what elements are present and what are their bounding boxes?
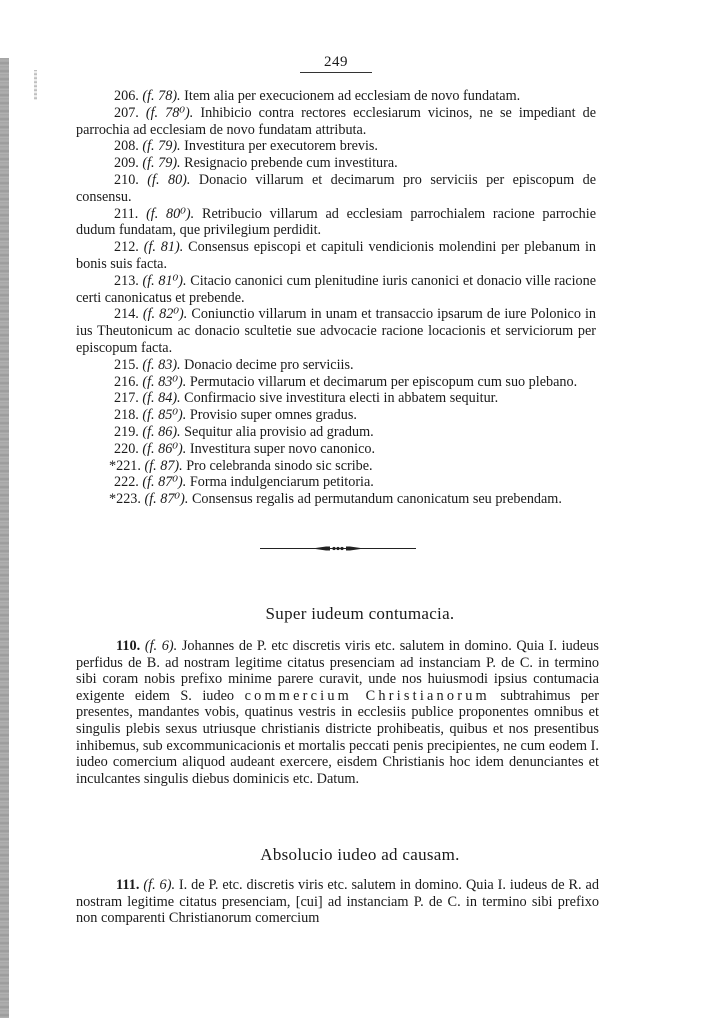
folio-reference: (f. 84). — [142, 390, 181, 407]
folio-reference: (f. 86). — [142, 423, 181, 440]
folio-reference: (f. 81). — [143, 239, 184, 256]
entry-number: 208. — [114, 138, 139, 155]
folio-reference: (f. 79). — [142, 155, 181, 172]
entry-number: 220. — [114, 440, 139, 457]
folio-reference: (f. 87). — [144, 457, 183, 474]
entry-text: Confirmacio sive investitura electi in abbatem sequitur. — [184, 390, 499, 407]
toc-entry — [76, 88, 596, 105]
folio-reference: (f. 78). — [142, 88, 181, 104]
folio-reference: (f. 79). — [142, 138, 181, 155]
entry-text: Item alia per execucionem ad ecclesiam de novo fundatam. — [184, 88, 521, 104]
toc-entry — [76, 138, 596, 155]
entry-text: Consensus regalis ad permutandum canonicatum seu prebendam. — [191, 491, 562, 508]
folio-reference: (f. 87⁰). — [142, 474, 187, 491]
toc-entry — [76, 155, 596, 172]
entry-number: 206. — [114, 88, 139, 104]
entry-number: 217. — [114, 390, 139, 407]
document-110 — [76, 638, 599, 787]
document-111 — [76, 877, 599, 927]
folio-reference: (f. 78⁰). — [145, 104, 194, 121]
toc-entry — [76, 239, 596, 273]
entry-text: Forma indulgenciarum petitoria. — [189, 474, 374, 491]
folio-reference: (f. 83⁰). — [142, 373, 187, 390]
entry-text: Inhibicio contra rectores ecclesiarum vicinos, ne se impediant de parrochia ad ecclesiam de novo fundatam attributa. — [76, 104, 596, 138]
spaced-text: commercium Christianorum — [244, 687, 490, 704]
folio-reference: (f. 83). — [142, 356, 181, 373]
entry-text: Resignacio prebende cum investitura. — [184, 155, 398, 172]
folio-reference: (f. 6). — [143, 877, 176, 893]
entry-number: 207. — [114, 104, 139, 121]
folio-reference: (f. 86⁰). — [142, 440, 187, 457]
document-number: 111. — [116, 877, 140, 893]
folio-reference: (f. 85⁰). — [142, 407, 187, 424]
folio-reference: (f. 6). — [144, 638, 178, 654]
page-number: 249 — [300, 54, 372, 73]
toc-entry — [76, 390, 596, 407]
scan-edge-mark — [34, 70, 37, 100]
entry-number: 216. — [114, 373, 139, 390]
toc-entry — [76, 172, 596, 206]
entry-number: 215. — [114, 356, 139, 373]
entry-text: Donacio villarum et decimarum pro serviciis per episcopum de consensu. — [76, 171, 596, 205]
document-text-b: subtrahimus per presentes, mandantes vobis, quatinus vestris in ecclesiis publice proponentes omnibus et singulis plebis sexus utriusque christianis districte prohibeatis, quibus et nos presentibus inhibemus, sub excommunicacionis et mortalis peccati penis precipientes, ne cum eodem I. iudeo comercium aliquod audeant exercere, eisdem Christianis hoc idem denunciantes et inculcantes singulis diebus dominicis etc. Datum. — [76, 687, 600, 787]
document-number: 110. — [116, 638, 141, 654]
entry-number: 209. — [114, 155, 139, 172]
entry-text: Citacio canonici cum plenitudine iuris canonici et donacio ville racione certi canonicatus et prebende. — [76, 272, 597, 306]
entry-number: 222. — [114, 474, 139, 491]
section-title-110: Super iudeum contumacia. — [265, 604, 455, 623]
entry-text: Retribucio villarum ad ecclesiam parrochialem racione parrochie dudum fundatam, que privilegium perdidit. — [76, 205, 596, 239]
toc-entry — [76, 306, 596, 356]
entry-number: *223. — [109, 491, 141, 508]
entry-number: 210. — [114, 171, 139, 188]
entry-text: Investitura per executorem brevis. — [184, 138, 378, 155]
entry-number: 212. — [114, 239, 139, 256]
folio-reference: (f. 80⁰). — [146, 205, 195, 222]
section-title-111: Absolucio iudeo ad causam. — [260, 845, 460, 864]
toc-entry — [76, 374, 596, 391]
table-of-contents — [76, 88, 596, 508]
entry-text: Pro celebranda sinodo sic scribe. — [186, 457, 373, 474]
document-text: I. de P. etc. discretis viris etc. salutem in domino. Quia I. iudeus de R. ad nostram legitime citatus presenciam, [cui] ad instanciam P. de C. in termino sibi prefixo non comparenti Christianorum comercium — [76, 877, 599, 927]
entry-text: Coniunctio villarum in unam et transaccio ipsarum de iure Polonico in ius Theutonicum ac donacio scultetie sue advocacie racione locacionis et serviciorum per episcopum facta. — [76, 306, 597, 356]
entry-number: 213. — [114, 272, 139, 289]
toc-entry — [76, 424, 596, 441]
toc-entry — [76, 474, 596, 491]
folio-reference: (f. 87⁰). — [144, 491, 189, 508]
folio-reference: (f. 80). — [147, 171, 191, 188]
entry-text: Donacio decime pro serviciis. — [184, 356, 354, 373]
toc-entry — [76, 357, 596, 374]
folio-reference: (f. 81⁰). — [142, 272, 187, 289]
entry-text: Permutacio villarum et decimarum per episcopum cum suo plebano. — [189, 373, 578, 390]
folio-reference: (f. 82⁰). — [142, 306, 188, 323]
scan-edge-shadow — [0, 58, 9, 1018]
entry-text: Provisio super omnes gradus. — [189, 407, 357, 424]
toc-entry — [76, 407, 596, 424]
entry-number: 211. — [114, 205, 139, 222]
entry-number: *221. — [109, 457, 141, 474]
toc-entry — [76, 491, 596, 508]
entry-number: 218. — [114, 407, 139, 424]
ornamental-divider — [260, 545, 416, 552]
entry-text: Investitura super novo canonico. — [189, 440, 376, 457]
toc-entry — [76, 105, 596, 139]
entry-text: Consensus episcopi et capituli vendicionis molendini per plebanum in bonis suis facta. — [76, 239, 597, 272]
document-text-a: Johannes de P. etc discretis viris etc. salutem in domino. Quia I. iudeus perfidus de B. ad nostram legitime citatus presenciam ad instanciam P. de C. in termino sibi coram nobis prefixo minime parere curavit, unde nos huiusmodi ipsius contumacia exigente eidem S. iudeo — [76, 638, 599, 704]
entry-number: 214. — [114, 306, 139, 323]
toc-entry — [76, 273, 596, 307]
toc-entry — [76, 458, 596, 475]
toc-entry — [76, 206, 596, 240]
entry-text: Sequitur alia provisio ad gradum. — [184, 423, 374, 440]
entry-number: 219. — [114, 423, 139, 440]
toc-entry — [76, 441, 596, 458]
